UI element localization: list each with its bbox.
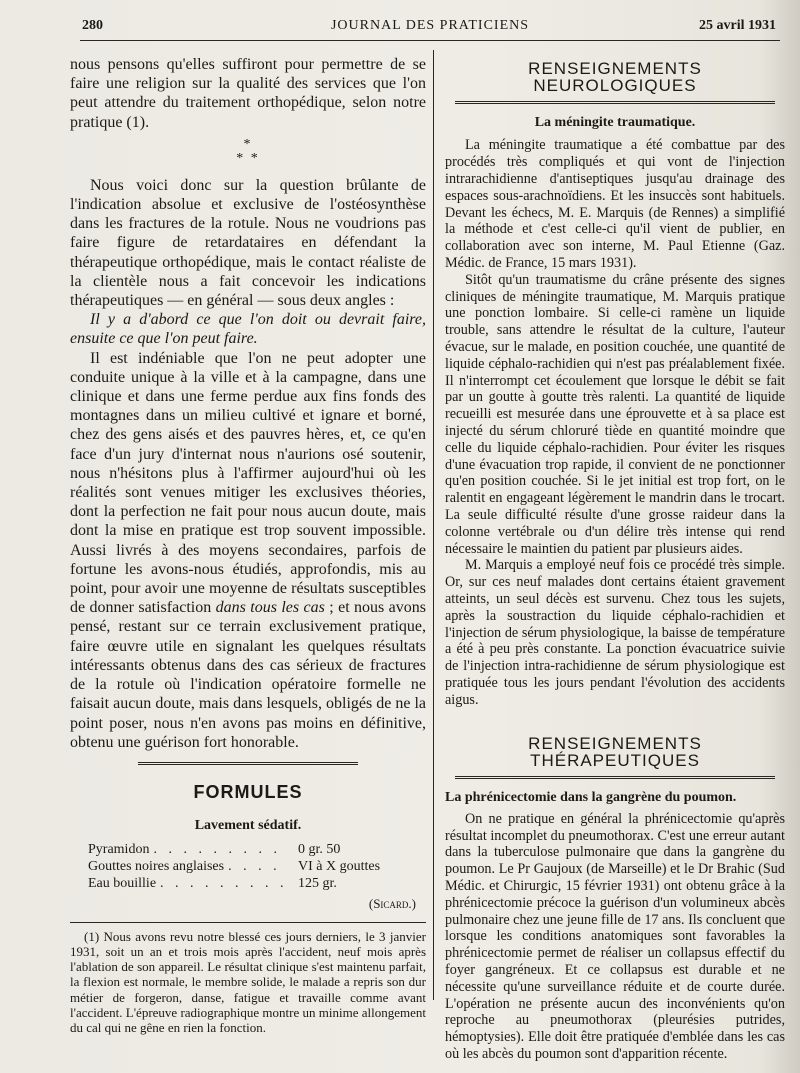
issue-date: 25 avril 1931 [699, 18, 776, 33]
section-spacer [445, 708, 785, 730]
article-paragraph: On ne pratique en général la phrénicectomie qu'après résultat incomplet du pneumothorax. C'est une erreur autant dans la tuberculose pulmonaire que dans la gangrène du poumon. Le Pr Gaujoux (de Marseille) et le Dr Brahic (Sud Médic. et Chirurgic, 15 février 1931) ont obtenu grâce à la phrénicectomie précoce la guérison d'un volumineux abcès pulmonaire chez une jeune fille de 17 ans. Ils concluent que lorsque les conditions anatomiques sont favorables la phrénicectomie permet de réaliser un collapsus effectif du foyer gangréneux. Et ce collapsus est durable et ne nécessite qu'une surveillance réduite et de courte durée. L'opération ne présente aucun des inconvénients qu'on reproche au pneumothorax (pleurésies putrides, hémoptysies). Elle doit être pratiquée d'emblée dans les cas où les abcès du poumon sont d'apparition récente. [445, 810, 785, 1063]
article-paragraph: La méningite traumatique a été combattue par des procédés très compliqués et qui vont de l'injection intrarachidienne d'antiseptiques jusqu'au drainage des espaces sous-arachnoïdiens. Et les insuccès sont habituels. Devant les échecs, M. E. Marquis (de Rennes) a simplifié la méthode et c'est celle-ci qu'il vient de publier, en collaboration avec son interne, M. Paul Etienne (Gaz. Médic. de France, 15 mars 1931). [445, 137, 785, 271]
section-rule [455, 101, 775, 105]
footnote-rule [70, 922, 426, 923]
section-rule [455, 776, 775, 780]
formules-title: FORMULES [193, 781, 303, 802]
formula-row [88, 858, 398, 875]
page-number: 280 [82, 18, 103, 33]
section-title-therapeutiques: RENSEIGNEMENTS THÉRAPEUTIQUES [528, 734, 702, 771]
formula-dose: 125 gr. [298, 876, 337, 892]
footnote: (1) Nous avons revu notre blessé ces jours derniers, le 3 janvier 1931, soit un an et trois mois après l'accident, neuf mois après l'ablation de son appareil. Le résultat clinique s'est maintenu parfait, la flexion est normale, le membre solide, le malade a repris son dur métier de forgeron, danse, fatigue et travaille comme avant l'accident. L'épreuve radiographique montre un minime allongement du cal qui ne gêne en rien la fonction. [70, 928, 426, 1036]
paragraph-indication: Nous voici donc sur la question brûlante de l'indication absolue et exclusive de l'ostéosynthèse dans les fractures de la rotule. Nous ne voudrions pas faire figure de retardataires en défendant la thérapeutique orthopédique, mais le contact réaliste de la clientèle nous a fait concevoir les indications thérapeutiques — en général — sous deux angles : [70, 176, 426, 310]
formula-leader: . . . . . . . . . [153, 842, 281, 858]
formula-leader: . . . . [228, 859, 281, 875]
article-paragraph: Sitôt qu'un traumatisme du crâne présente des signes cliniques de méningite traumatique, M. Marquis pratique une ponction lombaire. Si celle-ci ramène un liquide trouble, sans attendre le résultat de la culture, l'auteur évacue, sur le malade, en position couchée, une quantité de liquide céphalo-rachidien qui n'est pas préalablement fixée. Il n'interrompt cet écoulement que lorsque le débit se fait par un goutte à goutte très ralenti. La quantité de liquide recueilli est mesurée dans une éprouvette et à sa place est injecté du sérum chloruré tiède en quantité moindre que celle du liquide céphalo-rachidien. Pour éviter les risques d'une évacuation trop rapide, il convient de ne ponctionner qu'en position couchée. Si le jet initial est trop fort, on le ralentit en engageant légèrement le mandrin dans le trocart. La seule difficulté résulte d'une grosse raideur dans la colonne vertébrale ou d'un délire très intense qui rend nécessaire le maintien du patient par plusieurs aides. [445, 271, 785, 557]
formula-dose: 0 gr. 50 [298, 842, 341, 858]
paragraph-principle: Il y a d'abord ce que l'on doit ou devrait faire, ensuite ce que l'on peut faire. [70, 311, 426, 348]
formula-ingredient: Pyramidon [88, 842, 150, 858]
formula-dose: VI à X gouttes [298, 859, 381, 875]
formula-leader: . . . . . . . . . [160, 876, 288, 892]
column-divider [433, 50, 434, 1000]
formules-rule [138, 762, 358, 767]
paragraph-practice [70, 349, 426, 752]
formula-ingredient: Gouttes noires anglaises [88, 859, 225, 875]
article-paragraph: M. Marquis a employé neuf fois ce procédé très simple. Or, sur ces neuf malades dont certains étaient gravement atteints, un seul décès est survenu. Chez tous les sujets, après la soustraction du liquide céphalo-rachidien et l'injection de sérum physiologique, la baisse de température a été à peu près constante. La ponction évacuatrice suivie de l'injection intra-rachidienne de sérum physiologique est pratiquée tous les jours pendant l'évolution des accidents aigus. [445, 557, 785, 708]
right-column [445, 55, 785, 1063]
intro-paragraph: nous pensons qu'elles suffiront pour permettre de se faire une religion sur la qualité des services que l'on peut attendre du traitement orthopédique, selon notre pratique (1). [70, 56, 426, 131]
formula-subtitle: Lavement sédatif. [194, 818, 302, 834]
left-column [70, 55, 426, 1036]
header-rule [80, 40, 780, 41]
journal-title: JOURNAL DES PRATICIENS [330, 18, 530, 33]
formula-row [88, 841, 398, 858]
stars-bottom: * * [236, 150, 260, 166]
paragraph-practice-part-2: ; et nous avons pensé, restant sur ce terrain exclusivement pratique, faire œuvre utile en signalant les quelques résultats intéressants obtenus dans des cas sérieux de fractures de la rotule où l'indication opératoire formelle ne faisait aucun doute, mais dans lesquels, obligés de ne la point poser, nous n'en avons pas moins en définitive, obtenu une guérison fort honorable. [70, 599, 427, 751]
formula-list [88, 841, 398, 892]
article-title-phrenicectomie: La phrénicectomie dans la gangrène du poumon. [445, 790, 737, 806]
formula-source: (Sicard.) [368, 896, 416, 912]
stars-top: * [243, 136, 253, 152]
paragraph-practice-part-1: Il est indéniable que l'on ne peut adopter une conduite unique à la ville et à la campagne, dans une clinique et dans une ferme perdue aux fins fonds des montagnes dans un milieu cultivé et ignare et borné, chez des gens aisés et des pauvres hères, et, ce qu'en face d'un jury d'internat nous n'aurions osé soutenir, nous n'hésitons plus à l'affirmer aujourd'hui où les réalités sont venues mitiger les exclusives théories, dont la perfection ne fait pour nous aucun doute, mais dont la mise en pratique est trop souvent impossible. Aussi livrés à des moyens secondaires, parfois de fortune les avons-nous étudiés, approfondis, mis au point, pour avoir une moyenne de résultats susceptibles de donner satisfaction [70, 349, 426, 617]
section-stars [70, 138, 426, 166]
formula-ingredient: Eau bouillie [88, 876, 157, 892]
formula-row [88, 875, 398, 892]
page-header [80, 14, 780, 38]
paragraph-practice-emphasis: dans tous les cas [215, 599, 325, 617]
article-title-meningite: La méningite traumatique. [534, 114, 696, 130]
section-title-neurologiques: RENSEIGNEMENTS NEUROLOGIQUES [528, 59, 702, 95]
